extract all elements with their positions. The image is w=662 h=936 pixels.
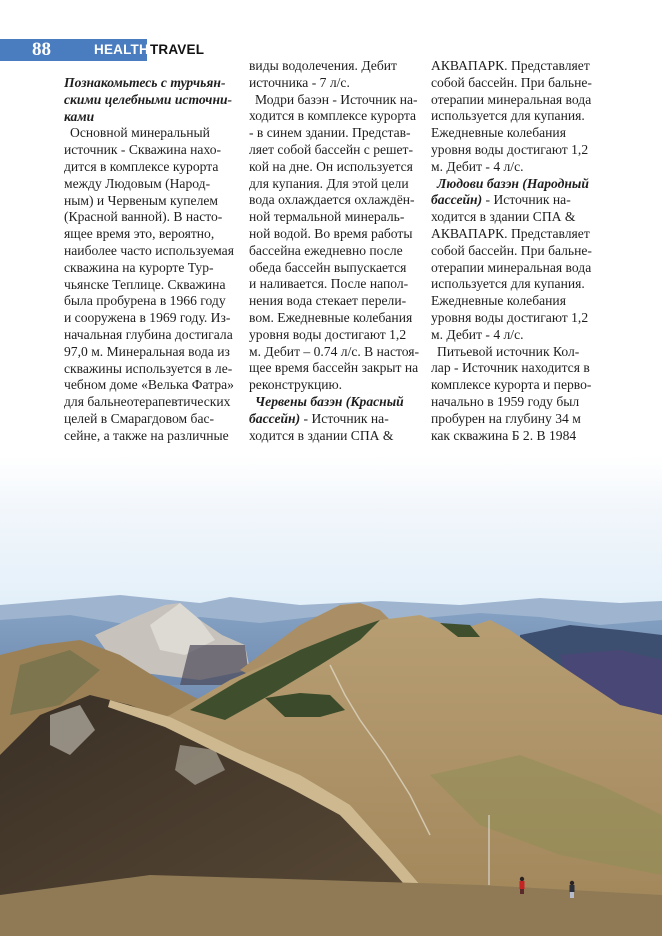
subheading-cerveny-cont: бассейн) — [249, 410, 301, 426]
text-line: источника - 7 л/с. — [249, 74, 350, 90]
text-line: ящее время это, вероятно, — [64, 226, 215, 242]
text-line: лар - Источник находится в — [431, 360, 590, 376]
text-line: щее время бассейн закрыт на — [249, 360, 419, 376]
section-title-travel: TRAVEL — [149, 42, 205, 57]
text-line: была пробурена в 1966 году — [64, 293, 226, 309]
text-line: собой бассейн. При бальне- — [431, 74, 592, 90]
text-line: начально в 1959 году был — [431, 393, 580, 409]
text-line — [431, 192, 613, 209]
text-line: вом. Ежедневные колебания — [249, 309, 413, 325]
article-column-3 — [431, 58, 613, 444]
text-line: м. Дебит – 0.74 л/с. В настоя- — [249, 343, 420, 359]
text-line: - в синем здании. Представ- — [249, 125, 411, 141]
text-line: ной термальной минераль- — [249, 209, 405, 225]
text-line: между Людовым (Народ- — [64, 175, 211, 191]
subheading-ludovi: Людови базэн (Народный — [437, 175, 589, 191]
text-line: виды водолечения. Дебит — [249, 58, 397, 73]
text-line: наиболее часто используемая — [64, 242, 234, 258]
article-column-1 — [64, 75, 246, 445]
text-line: кой на дне. Он используется — [249, 158, 413, 174]
mountain-illustration — [0, 455, 662, 936]
subheading-ludovi-cont: бассейн) — [431, 192, 483, 208]
hiker-red — [520, 877, 525, 894]
text-line: отерапии минеральная вода — [431, 91, 592, 107]
text-line: ходится в комплексе курорта — [249, 108, 417, 124]
text-line: уровня воды достигают 1,2 — [431, 309, 589, 325]
article-heading-line: Познакомьтесь с турчьян- — [64, 75, 226, 90]
text-line: используется для купания. — [431, 108, 585, 124]
text-line: сейне, а также на различные — [64, 427, 229, 443]
text-line: для купания. Для этой цели — [249, 175, 409, 191]
page-number: 88 — [32, 39, 51, 60]
text-line: Ежедневные колебания — [431, 293, 566, 309]
text-line: чебном доме «Велька Фатра» — [64, 377, 234, 393]
subheading-cerveny: Червены базэн (Красный — [255, 393, 404, 409]
section-title-health: HEALTH — [94, 42, 149, 57]
text-line: реконструкцию. — [249, 377, 343, 393]
text-line: дится в комплексе курорта — [64, 158, 219, 174]
text-line: уровня воды достигают 1,2 — [249, 326, 407, 342]
text-line: ходится в здании СПА & — [249, 427, 394, 443]
text-line: и сооружена в 1969 году. Из- — [64, 310, 231, 326]
text-line — [249, 411, 431, 428]
text-line: м. Дебит - 4 л/с. — [431, 326, 524, 342]
hiker-dark — [570, 881, 575, 898]
text-line: ходится в здании СПА & — [431, 209, 576, 225]
section-title — [94, 41, 204, 59]
text-line: Ежедневные колебания — [431, 125, 566, 141]
text-line: собой бассейн. При бальне- — [431, 242, 592, 258]
text-line: ной водой. Во время работы — [249, 225, 413, 241]
text-line: начальная глубина достигала — [64, 326, 233, 342]
text-line: чьянске Теплице. Скважина — [64, 276, 226, 292]
text-line: Модри базэн - Источник на- — [255, 91, 418, 107]
text-line: для бальнеотерапевтических — [64, 394, 231, 410]
text-line: АКВАПАРК. Представляет — [431, 225, 590, 241]
mountain-ridge-photo — [0, 455, 662, 936]
text-line: (Красной ванной). В насто- — [64, 209, 223, 225]
text-line: комплексе курорта и перво- — [431, 377, 592, 393]
text-line: АКВАПАРК. Представляет — [431, 58, 590, 73]
text-line: скважина на курорте Тур- — [64, 259, 214, 275]
text-line: и наливается. После напол- — [249, 276, 409, 292]
text-line: ным) и Червеным купелем — [64, 192, 218, 208]
text-line: обеда бассейн выпускается — [249, 259, 407, 275]
text-line: вода охлаждается охлаждён- — [249, 192, 415, 208]
text-fragment: - Источник на- — [482, 192, 571, 208]
text-line: целей в Смарагдовом бас- — [64, 410, 215, 426]
article-heading-line: скими целебными источни- — [64, 91, 233, 107]
text-line: нения вода стекает перели- — [249, 293, 407, 309]
text-line: уровня воды достигают 1,2 — [431, 141, 589, 157]
text-line: как скважина Б 2. В 1984 — [431, 427, 577, 443]
text-line: бассейна ежедневно после — [249, 242, 403, 258]
text-line: отерапии минеральная вода — [431, 259, 592, 275]
article-heading-line: ками — [64, 108, 95, 124]
text-line: пробурен на глубину 34 м — [431, 410, 581, 426]
text-line: Основной минеральный — [70, 125, 210, 141]
text-line: используется для купания. — [431, 276, 585, 292]
text-line: ляет собой бассейн с решет- — [249, 141, 414, 157]
text-fragment: - Источник на- — [300, 410, 389, 426]
text-line: Питьевой источник Кол- — [437, 343, 580, 359]
text-line: 97,0 м. Минеральная вода из — [64, 343, 230, 359]
text-line: скважины используется в ле- — [64, 360, 233, 376]
text-line: м. Дебит - 4 л/с. — [431, 158, 524, 174]
article-column-2 — [249, 58, 431, 444]
text-line: источник - Скважина нахо- — [64, 142, 222, 158]
